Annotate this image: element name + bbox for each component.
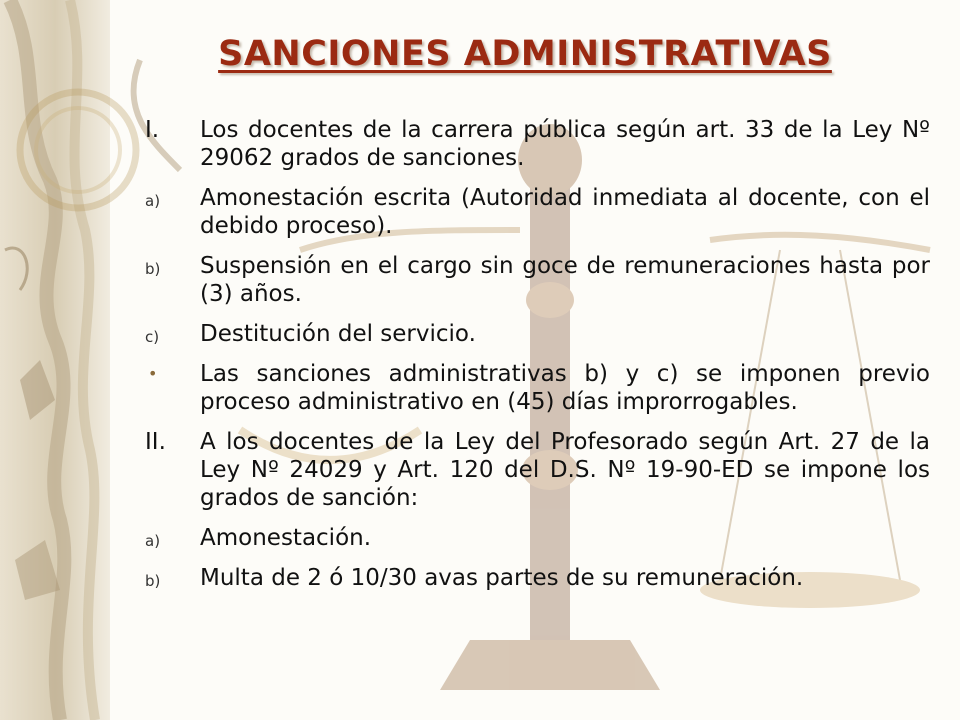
list-item — [145, 564, 930, 592]
list-item-text: Amonestación escrita (Autoridad inmediata al docente, con el debido proceso). — [200, 185, 930, 239]
list-marker: c) — [145, 328, 160, 346]
list-marker: b) — [145, 260, 161, 278]
list-item-text: A los docentes de la Ley del Profesorado según Art. 27 de la Ley Nº 24029 y Art. 120 del D.S. Nº 19-90-ED se impone los grados de sanción: — [200, 429, 930, 511]
list-item-text: Los docentes de la carrera pública según art. 33 de la Ley Nº 29062 grados de sanciones. — [200, 117, 930, 171]
list-marker: a) — [145, 532, 161, 550]
list-marker: b) — [145, 572, 161, 590]
list-item — [145, 360, 930, 416]
list-item-text: Multa de 2 ó 10/30 avas partes de su remuneración. — [200, 565, 804, 591]
list-item-text: Suspensión en el cargo sin goce de remuneraciones hasta por (3) años. — [200, 253, 930, 307]
list-item — [145, 320, 930, 348]
list-item — [145, 184, 930, 240]
list-item-text: Amonestación. — [200, 525, 372, 551]
list-item — [145, 428, 930, 512]
list-item — [145, 252, 930, 308]
list-item-text: Destitución del servicio. — [200, 321, 476, 347]
list-marker: II. — [145, 429, 166, 455]
list-item — [145, 116, 930, 172]
list-marker: a) — [145, 192, 161, 210]
list-item-text: Las sanciones administrativas b) y c) se imponen previo proceso administrativo en (45) días improrrogables. — [200, 361, 930, 415]
bullet-icon: • — [148, 364, 158, 383]
list-item — [145, 524, 930, 552]
sanctions-list — [145, 116, 930, 604]
page-title: SANCIONES ADMINISTRATIVAS — [218, 34, 832, 74]
list-marker: I. — [145, 117, 160, 143]
